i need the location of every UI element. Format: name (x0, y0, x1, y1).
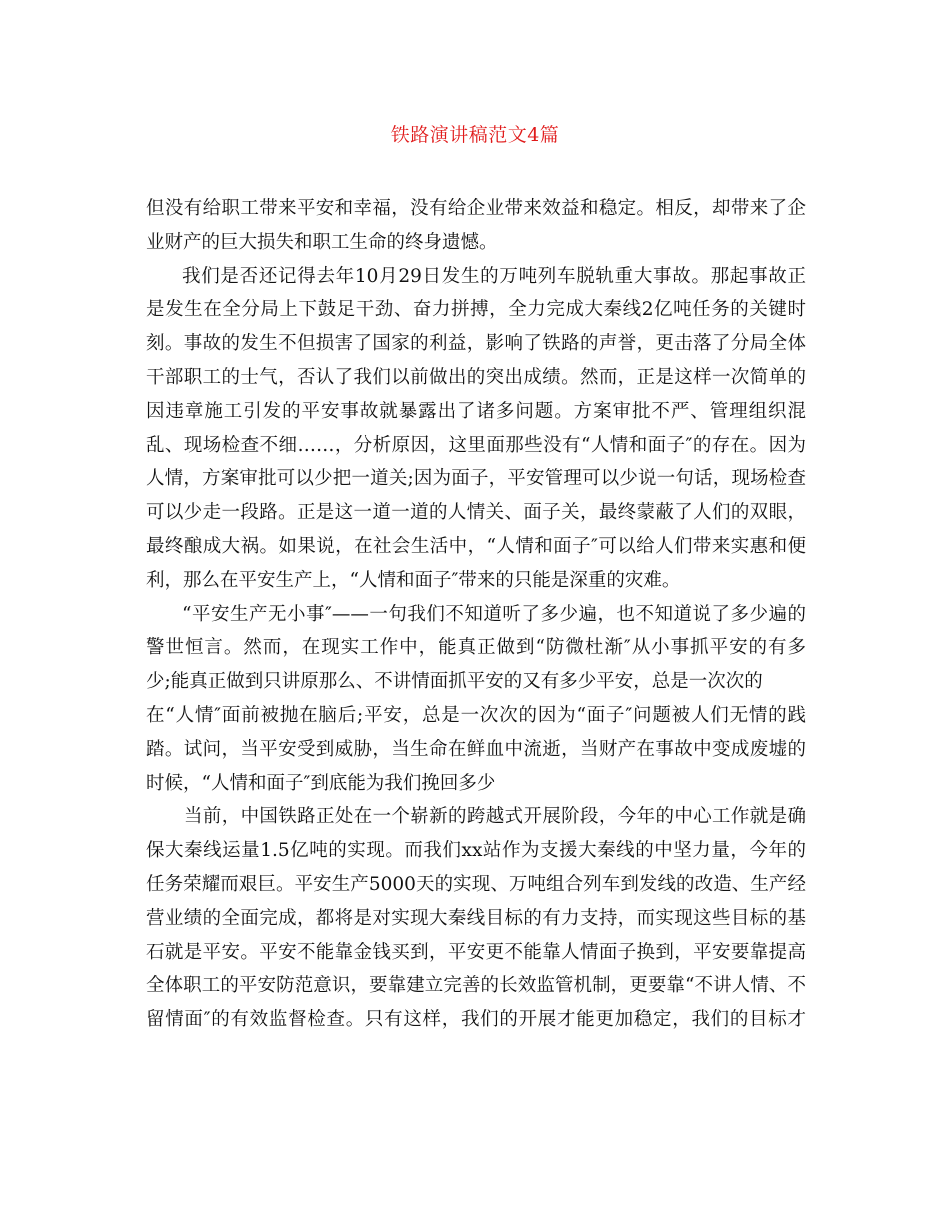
text-line: 刻。事故的发生不但损害了国家的利益，影响了铁路的声誉，更击落了分局全体 (146, 333, 806, 355)
text-line: 警世恒言。然而，在现实工作中，能真正做到“防微杜渐″从小事抓平安的有多 (146, 637, 806, 659)
text-line: 营业绩的全面完成，都将是对实现大秦线目标的有力支持，而实现这些目标的基 (146, 907, 806, 929)
text-line: 人情，方案审批可以少把一道关;因为面子，平安管理可以少说一句话，现场检查 (146, 468, 806, 490)
text-line: 可以少走一段路。正是这一道一道的人情关、面子关，最终蒙蔽了人们的双眼， (146, 502, 806, 524)
text-line: 最终酿成大祸。如果说，在社会生活中，“人情和面子″可以给人们带来实惠和便 (146, 535, 806, 557)
text-line: 留情面″的有效监督检查。只有这样，我们的开展才能更加稳定，我们的目标才 (146, 1009, 806, 1031)
text-line: 当前，中国铁路正处在一个崭新的跨越式开展阶段，今年的中心工作就是确 (184, 806, 806, 828)
text-line: 乱、现场检查不细……，分析原因，这里面那些没有“人情和面子″的存在。因为 (146, 434, 806, 456)
text-line: 保大秦线运量1.5亿吨的实现。而我们xx站作为支援大秦线的中坚力量，今年的 (146, 840, 806, 862)
text-line: 因违章施工引发的平安事故就暴露出了诸多问题。方案审批不严、管理组织混 (146, 400, 806, 422)
text-line: 但没有给职工带来平安和幸福，没有给企业带来效益和稳定。相反，却带来了企 (146, 198, 806, 219)
text-line: 干部职工的士气，否认了我们以前做出的突出成绩。然而，正是这样一次简单的 (146, 366, 806, 388)
text-line: 在“人情″面前被抛在脑后;平安，总是一次次的因为“面子″问题被人们无情的践 (146, 704, 806, 726)
text-line: 任务荣耀而艰巨。平安生产5000天的实现、万吨组合列车到发线的改造、生产经 (146, 873, 806, 895)
text-line: 石就是平安。平安不能靠金钱买到，平安更不能靠人情面子换到，平安要靠提高 (146, 941, 806, 963)
document-title: 铁路演讲稿范文4篇 (390, 124, 560, 146)
text-line: “平安生产无小事″——一句我们不知道听了多少遍，也不知道说了多少遍的 (182, 603, 806, 625)
text-line: 利，那么在平安生产上，“人情和面子″带来的只能是深重的灾难。 (146, 569, 681, 591)
text-line: 踏。试问，当平安受到威胁，当生命在鲜血中流逝，当财产在事故中变成废墟的 (146, 738, 806, 760)
text-line: 少;能真正做到只讲原那么、不讲情面抓平安的又有多少平安，总是一次次的 (146, 671, 763, 693)
document-body (146, 192, 806, 1037)
text-line: 是发生在全分局上下鼓足干劲、奋力拼搏，全力完成大秦线2亿吨任务的关键时 (146, 299, 806, 321)
text-line: 业财产的巨大损失和职工生命的终身遗憾。 (146, 231, 498, 253)
text-line: 时候，“人情和面子″到底能为我们挽回多少 (146, 772, 496, 794)
text-line: 全体职工的平安防范意识，要靠建立完善的长效监管机制，更要靠“不讲人情、不 (146, 975, 806, 997)
text-line: 我们是否还记得去年10月29日发生的万吨列车脱轨重大事故。那起事故正 (182, 265, 806, 287)
